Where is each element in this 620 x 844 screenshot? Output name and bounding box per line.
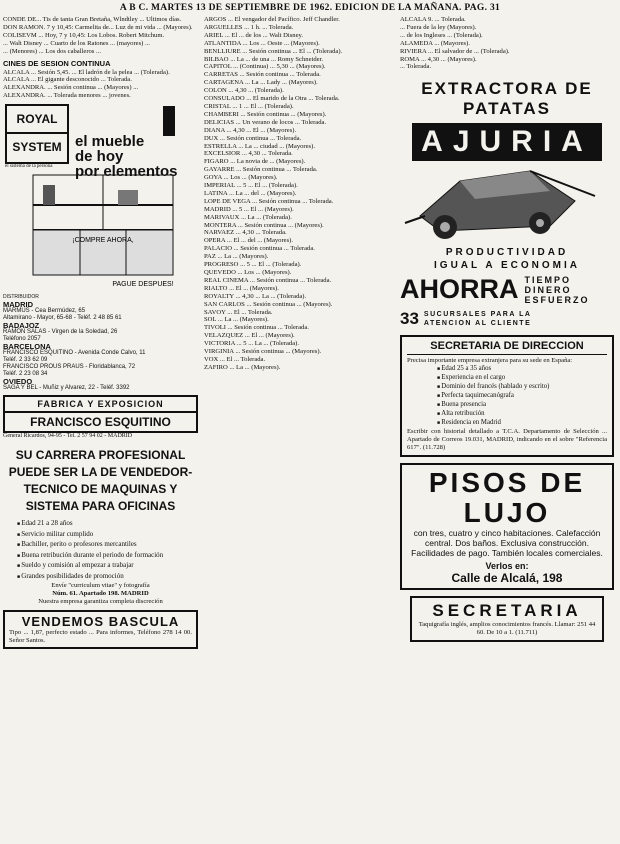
listing-entry: SOL ... La ... (Mayores). — [204, 316, 269, 324]
esquitino-address: General Ricardos, 94-95 - Tel. 2 57 94 02 - MADRID — [3, 433, 133, 440]
carrera-headline: SU CARRERA PROFESIONAL PUEDE SER LA DE VENDEDOR-TECNICO DE MAQUINAS Y SISTEMA PARA OFICINAS — [8, 448, 193, 514]
listing-entry: CARTAGENA ... La ... Lady ... (Mayores). — [204, 79, 318, 87]
listing-entry: PAZ ... La ... (Mayores). — [204, 253, 269, 261]
bullet-item: ■ Edad 25 a 35 años — [437, 365, 607, 374]
listing-entry: DON RAMON. 7 y 10,45: Carmelita de... Luz de mi vida ... (Mayores). — [3, 23, 193, 31]
listing-entry: ALCALA ... El gigante desconocido ... Tolerada. — [3, 76, 132, 84]
listing-entry: REAL CINEMA ... Sesión continua ... Tolerada. — [204, 276, 332, 284]
bullet-item: ■ Buena presencia — [437, 401, 607, 410]
listing-entry: FIGARO ... La novia de ... (Mayores). — [204, 158, 306, 166]
listing-entry: OPERA ... El ... del ... (Mayores). — [204, 237, 294, 245]
ajuria-logo: AJURIA — [412, 123, 602, 161]
extractora-line-1: EXTRACTORA DE — [421, 79, 593, 99]
bullet-item: ■ Alta retribución — [437, 410, 607, 419]
bullet-item: ■ Experiencia en el cargo — [437, 374, 607, 383]
listing-entry: DELICIAS ... Un verano de locos ... Tolerada. — [204, 118, 327, 126]
listing-entry: ALAMEDA ... (Mayores). — [400, 39, 470, 47]
listing-entry: ESTRELLA ... La ... ciudad ... (Mayores). — [204, 142, 315, 150]
listing-entry: PALACIO ... Sesión continua ... Tolerada. — [204, 245, 315, 253]
listing-entry: ATLANTIDA ... Los ... Oeste ... (Mayores). — [204, 39, 320, 47]
listing-entry: RIALTO ... El ... (Mayores). — [204, 284, 279, 292]
listing-entry: TIVOLI ... Sesión continua ... Tolerada. — [204, 324, 309, 332]
listing-entry: MADRID ... 5 ... El ... (Mayores). — [204, 205, 294, 213]
distributor-line: SAGA Y BEL - Muñiz y Alvarez, 22 - Teléf. 3392 — [3, 385, 130, 392]
listing-entry: CAPITOL ... (Continua) ... 5,30 ... (Mayores). — [204, 63, 326, 71]
listing-entry: MONTERA ... Sesión continua ... (Mayores). — [204, 221, 324, 229]
carrera-foot-3: Nuestra empresa garantiza completa discreción — [38, 597, 163, 605]
listing-entry: VIRGINIA ... Sesión continua ... (Mayores). — [204, 348, 322, 356]
listing-entry: DIANA ... 4,30 ... El ... (Mayores). — [204, 126, 297, 134]
ahorra-block: AHORRA TIEMPO DINERO ESFUERZO — [400, 274, 590, 305]
productividad-line: PRODUCTIVIDAD — [445, 247, 569, 259]
royal-slogan: el mueble de hoy por elementos — [75, 133, 178, 181]
listing-entry: VELAZQUEZ ... El ... (Mayores). — [204, 332, 295, 340]
listing-entry: ... (Menores) ... Los dos caballeros ... — [3, 47, 101, 55]
distributor-line: FRANCISCO ESQUITINO - Avenida Conde Calvo, 11 — [3, 350, 146, 357]
distributor-list: DISTRIBUIDOR MADRID MARMUS - Cea Bermúdez, 65 Altamirano - Mayor, 65-68 - Teléf. 2 48 85 61 BADAJOZ RAMON SALAS - Virgen de la Soledad, 26 Teléfono 2057 BARCELONA FRANCISCO ESQUITINO - Avenida Conde Calvo, 11 Teléf. 2 33 62 09 FRANCISCO PROUS PRAUS - Floridablanca, 72 Teléf. 2 23 08 34 OVIEDO SAGA Y BEL - Muñiz y Alvarez, 22 - Teléf. 3392 — [3, 294, 198, 392]
bullet-item: ■ Grandes posibilidades de promoción — [17, 572, 198, 583]
listing-entry: VICTORIA ... 5 ... La ... (Tolerada). — [204, 340, 300, 348]
section-title: CINES DE SESION CONTINUA — [3, 58, 111, 68]
pague-despues-text: PAGUE DESPUES! — [112, 281, 174, 289]
listing-entry: SAVOY ... El ... Tolerada. — [204, 308, 273, 316]
carrera-foot-1: Envíe "curriculum vitae" y fotografía — [51, 582, 150, 590]
listing-entry: ... Walt Disney ... Cuarto de los Ratones ... (mayores) ... — [3, 39, 150, 47]
distributor-line: FRANCISCO PROUS PRAUS - Floridablanca, 72 — [3, 364, 136, 371]
bullet-item: ■ Edad 21 a 28 años — [17, 519, 198, 530]
cinema-listings — [204, 16, 394, 372]
listing-entry: CARRETAS ... Sesión continua ... Tolerada. — [204, 71, 321, 79]
bullet-item: ■ Perfecta taquimecanógrafa — [437, 392, 607, 401]
listing-entry: IMPERIAL ... 5 ... El ... (Tolerada). — [204, 182, 298, 190]
listing-entry: ARGOS ... El vengador del Pacífico. Jeff Chandler. — [204, 16, 340, 23]
listing-entry: ... de los Ingleses ... (Tolerada). — [400, 31, 483, 39]
column-right — [400, 16, 614, 642]
listing-entry: GAYARRE ... Sesión continua ... Tolerada. — [204, 166, 318, 174]
listing-entry: LATINA ... La ... del ... (Mayores). — [204, 189, 297, 197]
exclamation-bar — [163, 106, 175, 136]
cinema-listings-sesion — [3, 69, 198, 101]
listing-entry: ALEXANDRA. ... Tolerada menores ... jovenes. — [3, 92, 131, 100]
royal-small-caption: el sistema de la persona — [5, 164, 53, 170]
listing-entry: COLON ... 4,30 ... (Tolerada). — [204, 87, 284, 95]
listing-entry: ROMA ... 4,30 ... (Mayores). — [400, 55, 477, 63]
column-middle — [204, 16, 394, 372]
listing-entry: LOPE DE VEGA ... Sesión continua ... Tolerada. — [204, 197, 334, 205]
potato-harvester-illustration — [400, 161, 614, 241]
secretaria-ad: SECRETARIA Taquigrafía inglés, amplios conocimientos francés. Llamar: 251 44 60. De 10 a 1. (11.711) — [410, 596, 604, 642]
listing-entry: MARIVAUX ... La ... (Tolerada). — [204, 213, 292, 221]
listing-entry: ALEXANDRA. ... Sesión continua ... (Mayores) ... — [3, 84, 139, 92]
carrera-bullets — [3, 519, 198, 582]
listing-entry: ARIEL ... El ... de los ... Walt Disney. — [204, 31, 304, 39]
cinema-listings-right — [400, 16, 614, 71]
distributor-line: MARMUS - Cea Bermúdez, 65 — [3, 308, 86, 315]
bullet-item: ■ Buena retribución durante el periodo de formación — [17, 551, 198, 562]
listing-entry: CONDE DE... Tis de tanta Gran Bretaña, Wlndtley ... Ultimos días. — [3, 16, 182, 23]
listing-entry: BENLLIURE ... Sesión continua ... El ... (Tolerada). — [204, 47, 343, 55]
city-name: BADAJOZ — [3, 321, 40, 331]
fabrica-box: FABRICA Y EXPOSICION FRANCISCO ESQUITINO — [3, 395, 198, 433]
bullet-item: ■ Dominio del francés (hablado y escrito) — [437, 383, 607, 392]
city-name: BARCELONA — [3, 342, 51, 352]
royal-system-logo: ROYAL SYSTEM — [5, 104, 69, 164]
distributor-line: Teléfono 2057 — [3, 336, 41, 343]
listing-entry: VOX ... El ... Tolerada. — [204, 355, 266, 363]
listing-entry: ZAFIRO ... La ... (Mayores). — [204, 363, 281, 371]
sucursales-block: 33 SUCURSALES PARA LA ATENCION AL CLIENTE — [400, 309, 532, 329]
listing-entry: PROGRESO ... 5 ... El ... (Tolerada). — [204, 261, 302, 269]
city-name: OVIEDO — [3, 377, 33, 387]
listing-entry: NARVAEZ ... 4,30 ... Tolerada. — [204, 229, 287, 237]
compre-ahora-text: ¡COMPRE AHORA, — [72, 237, 134, 245]
listing-entry: ALCALA 9. ... Tolerada. — [400, 16, 466, 23]
listing-entry: DUX ... Sesión continua ... Tolerada. — [204, 134, 302, 142]
distributor-line: Teléf. 2 33 62 09 — [3, 357, 48, 364]
listing-entry: ARGUELLES ... 1 h. ... Tolerada. — [204, 23, 294, 31]
vendemos-bascula-ad: VENDEMOS BASCULA Tipo ... 1,87, perfecto estado ... Para informes, Teléfono 278 14 00. Señor Santos. — [3, 610, 198, 649]
distributor-line: Altamirano - Mayor, 65-68 - Teléf. 2 48 85 61 — [3, 315, 122, 322]
listing-entry: ... Tolerada. — [400, 63, 432, 71]
listing-entry: RIVIERA ... El salvador de ... (Tolerada). — [400, 47, 510, 55]
column-left — [3, 16, 198, 649]
cinema-listings-top — [3, 16, 198, 56]
pisos-de-lujo-ad: PISOS DE LUJO con tres, cuatro y cinco habitaciones. Calefacción central. Dos baños. Exclusiva construcción. Facilidades de pago. También locales comerciales. Verlos en: Calle de Alcalá, 198 — [400, 463, 614, 590]
bullet-item: ■ Bachiller, perito o profesores mercantiles — [17, 540, 198, 551]
listing-entry: CRISTAL ... 1 ... El ... (Tolerada). — [204, 102, 294, 110]
listing-entry: COLISEVM ... Hoy, 7 y 10,45: Los Lobos. Robert Mitchum. — [3, 31, 165, 39]
extractora-line-2: PATATAS — [463, 99, 551, 119]
distributor-line: RAMON SALAS - Virgen de la Soledad, 26 — [3, 329, 118, 336]
bullet-item: ■ Sueldo y comisión al empezar a trabajar — [17, 561, 198, 572]
listing-entry: ALCALA ... Sesión 5,45. ... El ladrón de la pelea ... (Tolerada). — [3, 68, 170, 76]
royal-system-ad — [3, 104, 198, 294]
ahorra-word: AHORRA — [400, 274, 519, 305]
city-name: MADRID — [3, 300, 33, 310]
igual-economia-line: IGUAL A ECONOMIA — [434, 260, 580, 272]
bullet-item: ■ Residencia en Madrid — [437, 419, 607, 428]
page-header: A B C. MARTES 13 DE SEPTIEMBRE DE 1962. EDICION DE LA MAÑANA. PAG. 31 — [119, 3, 501, 13]
listing-entry: QUEVEDO ... Los ... (Mayores). — [204, 269, 292, 276]
listing-entry: EXCELSIOR ... 4,30 ... Tolerada. — [204, 150, 293, 158]
listing-entry: BILBAO ... La ... de una ... Romy Schneider. — [204, 55, 324, 63]
carrera-foot-2: Núm. 61. Apartado 198. MADRID — [52, 589, 149, 597]
listing-entry: CHAMBERI ... Sesión continua ... (Mayores). — [204, 110, 327, 118]
shelving-unit-illustration — [23, 170, 183, 290]
listing-entry: CONSULADO ... El marido de la Otra ... Tolerada. — [204, 95, 340, 103]
listing-entry: ROYALTY ... 4,30 ... La ... (Tolerada). — [204, 292, 307, 300]
bullet-item: ■ Servicio militar cumplido — [17, 530, 198, 541]
listing-entry: GOYA ... Los ... (Mayores). — [204, 174, 278, 182]
secretaria-direccion-ad: SECRETARIA DE DIRECCION Precisa importante empresa extranjera para su sede en España: ■ Edad 25 a 35 años ■ Experiencia en el cargo ■ Dominio del francés (hablado y escrito) ■ Perfecta taquimecanógrafa ■ Buena presencia ■ Alta retribución ■ Residencia en Madrid Escribir con historial detallado a T.C.A. Departamento de Selección ... Apartado de Correos 19.031, MADRID, indicando en el sobre "Referencia 617". (11.728) — [400, 335, 614, 457]
listing-entry: SAN CARLOS ... Sesión continua ... (Mayores). — [204, 300, 333, 308]
listing-entry: ... Fuera de la ley (Mayores). — [400, 23, 477, 31]
distributor-line: Teléf. 2 23 08 34 — [3, 371, 48, 378]
